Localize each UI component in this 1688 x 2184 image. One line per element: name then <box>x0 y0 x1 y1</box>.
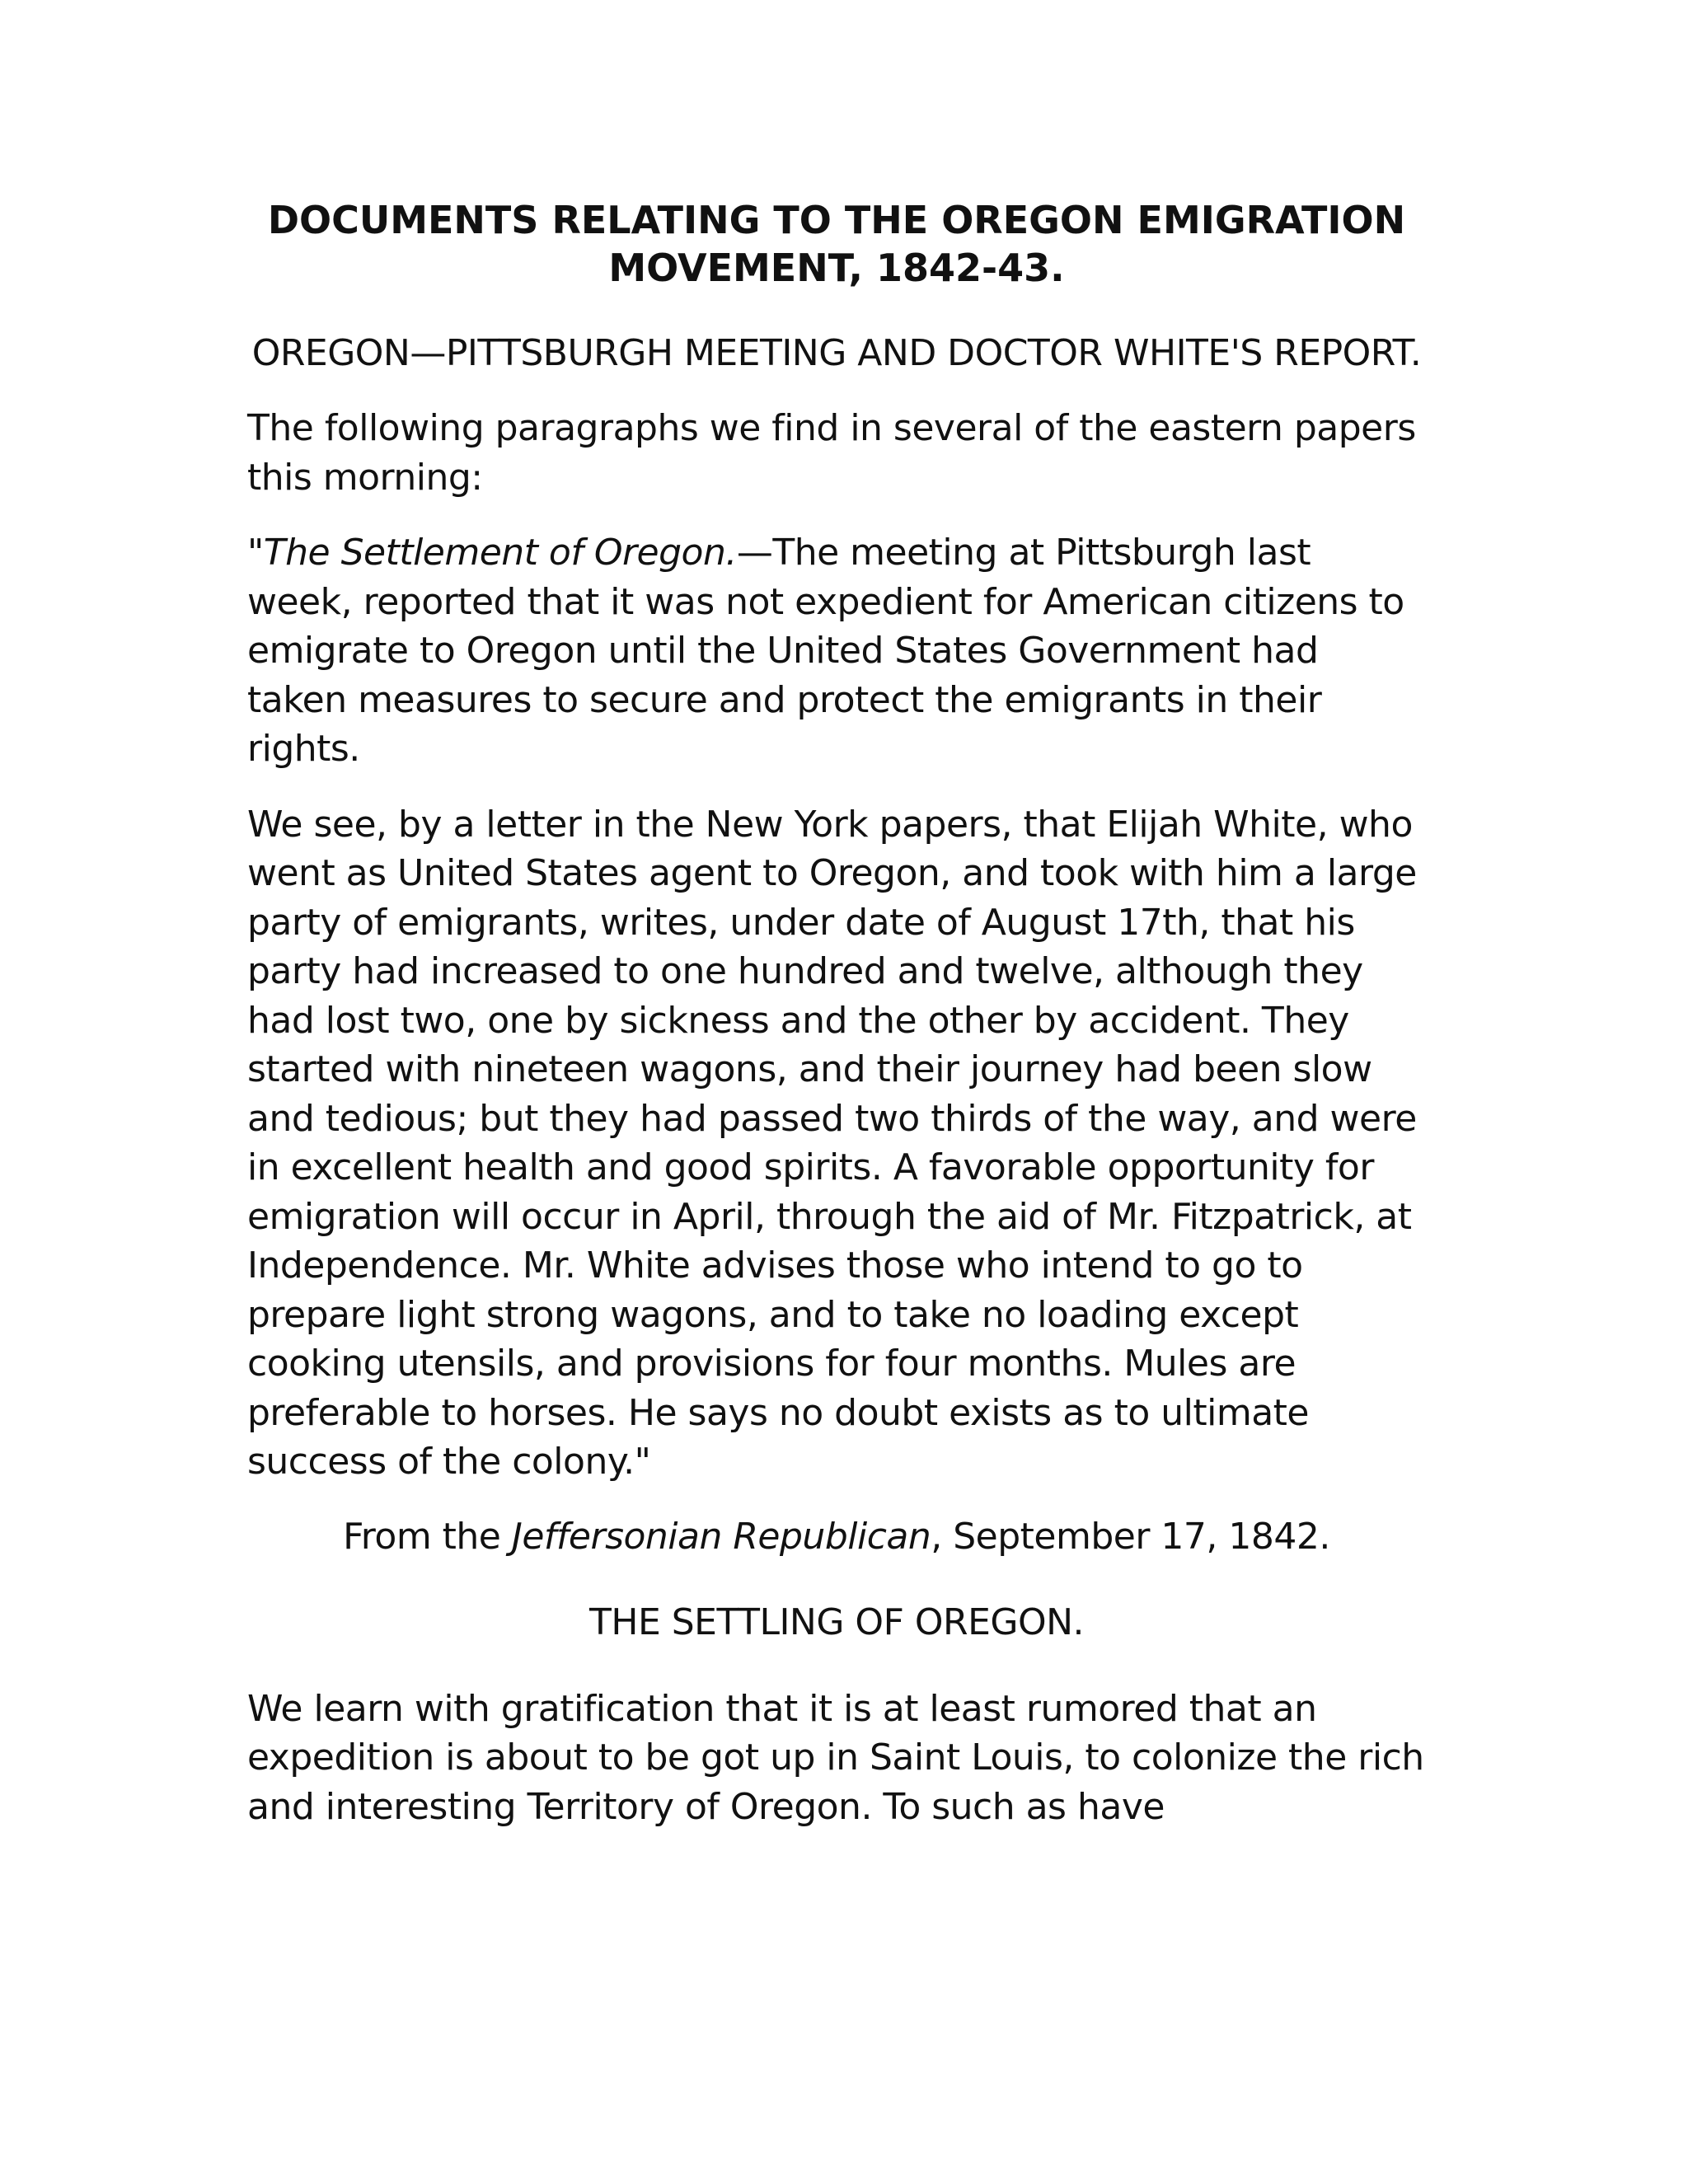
source-suffix: , September 17, 1842. <box>931 1515 1330 1558</box>
intro-paragraph: The following paragraphs we find in several of the eastern papers this morning: <box>247 407 1416 499</box>
final-paragraph: We learn with gratification that it is at least rumored that an expedition is about to be got up in Saint Louis, to colonize the rich and interesting Territory of Oregon. To such as have <box>247 1687 1424 1828</box>
quote-open-mark: " <box>247 532 264 574</box>
document-title: DOCUMENTS RELATING TO THE OREGON EMIGRATION MOVEMENT, 1842-43. <box>267 198 1406 290</box>
section-subtitle: OREGON—PITTSBURGH MEETING AND DOCTOR WHITE'S REPORT. <box>251 332 1422 374</box>
quote-title: The Settlement of Oregon. <box>263 532 737 574</box>
source-prefix: From the <box>343 1515 512 1558</box>
section-heading: THE SETTLING OF OREGON. <box>588 1601 1084 1643</box>
white-letter-paragraph: We see, by a letter in the New York papers, that Elijah White, who went as United States agent to Oregon, and took with him a large party of emigrants, writes, under date of August 17th, that his party had increased to one hundred and twelve, although they had lost two, one by sickness and the other by accident. They started with nineteen wagons, and their journey had been slow and tedious; but they had passed two thirds of the way, and were in excellent health and good spirits. A favorable opportunity for emigration will occur in April, through the aid of Mr. Fitzpatrick, at Independence. Mr. White advises those who intend to go to prepare light strong wagons, and to take no loading except cooking utensils, and provisions for four months. Mules are preferable to horses. He says no doubt exists as to ultimate success of the colony." <box>247 803 1417 1483</box>
quote-body: —The meeting at Pittsburgh last week, reported that it was not expedient for American citizens to emigrate to Oregon until the United States Government had taken measures to secure and protect the emigrants in their rights. <box>247 532 1404 770</box>
source-publication: Jeffersonian Republican <box>511 1515 931 1558</box>
document-page <box>247 196 1426 1858</box>
source-citation <box>247 1513 1426 1561</box>
quoted-paragraph <box>247 528 1426 774</box>
